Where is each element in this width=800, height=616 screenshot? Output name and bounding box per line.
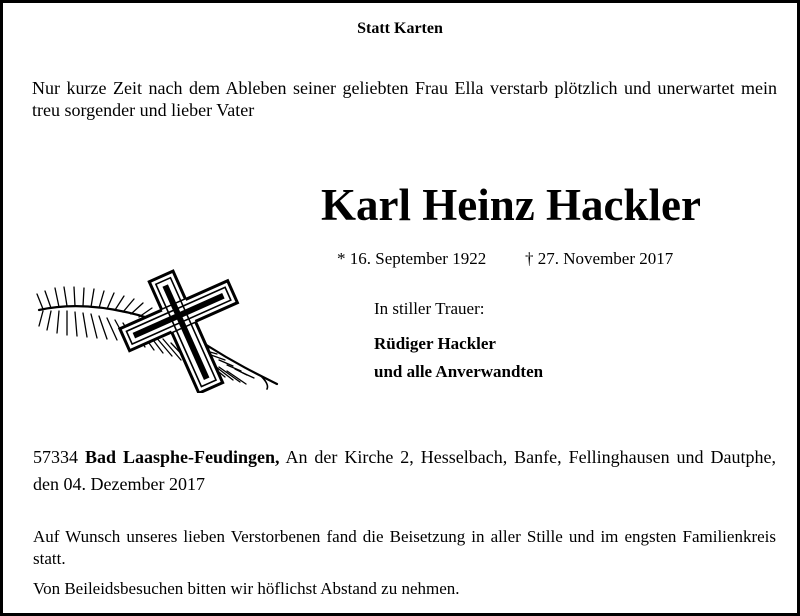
location-date — [33, 444, 776, 498]
intro-text: Nur kurze Zeit nach dem Ableben seiner geliebten Frau Ella verstarb plötzlich und unerwartet mein treu sorgender und lieber Vater — [32, 78, 777, 120]
life-dates — [337, 249, 674, 269]
birth-date: * 16. September 1922 — [337, 249, 487, 268]
address-details: An der Kirche 2, Hesselbach, Banfe, Fellinghausen und Dautphe, den 04. Dezember 2017 — [33, 447, 776, 494]
burial-note: Auf Wunsch unseres lieben Verstorbenen fand die Beisetzung in aller Stille und im engsten Familienkreis statt. — [33, 527, 776, 568]
cross-with-palm-icon — [33, 268, 283, 393]
death-date: † 27. November 2017 — [525, 249, 674, 268]
postcode: 57334 — [33, 447, 78, 467]
place-name: Bad Laasphe-Feudingen, — [84, 447, 280, 467]
mourning-line: In stiller Trauer: — [374, 299, 485, 318]
visits-note: Von Beileidsbesuchen bitten wir höflichst Abstand zu nehmen. — [33, 579, 460, 598]
deceased-name: Karl Heinz Hackler — [321, 180, 701, 230]
notice-header: Statt Karten — [357, 20, 443, 37]
mourner-name: Rüdiger Hackler — [374, 334, 496, 353]
mourner-relatives: und alle Anverwandten — [374, 362, 544, 381]
